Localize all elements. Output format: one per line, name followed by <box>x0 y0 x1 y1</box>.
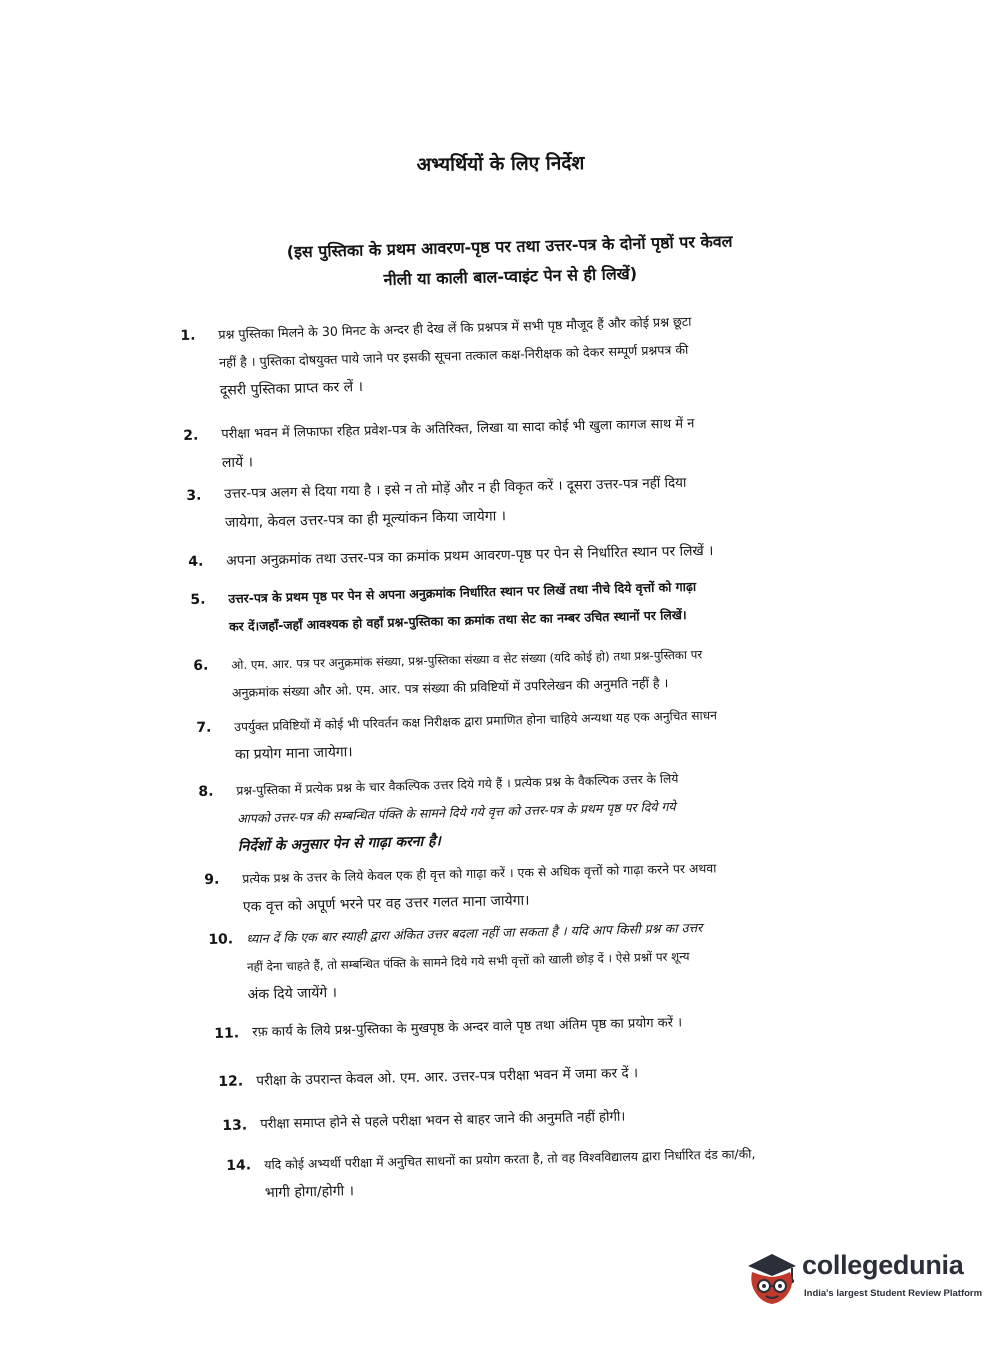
instruction-number: 10. <box>208 931 234 948</box>
instruction-line: आपको उत्तर-पत्र की सम्बन्धित पंक्ति के सामने दिये गये वृत्त को उत्तर-पत्र के प्रथम पृष्ठ पर दिये गये <box>236 798 676 826</box>
instruction-number: 11. <box>214 1025 240 1042</box>
instruction-item-11 <box>214 1005 854 1042</box>
instruction-line: निर्देशों के अनुसार पेन से गाढ़ा करना है। <box>237 833 442 855</box>
instruction-text <box>218 303 860 405</box>
instruction-line: दूसरी पुस्तिका प्राप्त कर लें । <box>219 378 364 399</box>
instruction-number: 3. <box>186 487 202 504</box>
instruction-line: अंक दिये जायेंगे । <box>247 984 338 1004</box>
instruction-number: 4. <box>188 553 204 570</box>
collegedunia-wordmark: collegedunia <box>802 1250 964 1280</box>
instruction-number: 13. <box>222 1117 248 1134</box>
instruction-line: भागी होगा/होगी । <box>264 1183 355 1202</box>
instruction-text <box>224 466 855 537</box>
instruction-item-1 <box>180 303 860 399</box>
instruction-number: 7. <box>196 719 212 736</box>
instruction-text <box>252 1006 852 1048</box>
subtitle-line-1: (इस पुस्तिका के प्रथम आवरण-पृष्ठ पर तथा उत्तर-पत्र के दोनों पृष्ठों पर केवल <box>286 231 733 262</box>
instruction-item-12 <box>218 1056 778 1090</box>
instruction-line: एक वृत्त को अपूर्ण भरने पर वह उत्तर गलत माना जायेगा। <box>242 892 530 916</box>
instruction-number: 8. <box>198 783 214 800</box>
instruction-item-2 <box>183 407 853 472</box>
instruction-line: ओ. एम. आर. पत्र पर अनुक्रमांक संख्या, प्रश्न-पुस्तिका संख्या व सेट संख्या (यदि कोई हो) तथा प्रश्न-पुस्तिका पर <box>231 647 703 673</box>
instruction-text <box>264 1137 905 1208</box>
instruction-item-4 <box>188 534 848 570</box>
instruction-number: 2. <box>183 427 199 444</box>
instruction-line: प्रश्न पुस्तिका मिलने के 30 मिनट के अन्दर ही देख लें कि प्रश्नपत्र में सभी पृष्ठ मौजूद हैं और कोई प्रश्न छूटा <box>218 313 692 342</box>
instruction-line: कर दें।जहाँ-जहाँ आवश्यक हो वहाँ प्रश्न-पुस्तिका का क्रमांक तथा सेट का नम्बर उचित स्थानों पर लिखें। <box>228 607 687 634</box>
instruction-text <box>260 1100 780 1139</box>
instruction-line: यदि कोई अभ्यर्थी परीक्षा में अनुचित साधनों का प्रयोग करता है, तो वह विश्वविद्यालय द्वारा निर्धारित दंड का/की, <box>264 1145 756 1173</box>
instruction-text <box>231 637 862 707</box>
instruction-line: लायें । <box>221 454 254 472</box>
instruction-line: रफ़ कार्य के लिये प्रश्न-पुस्तिका के मुखपृष्ठ के अन्दर वाले पृष्ठ तथा अंतिम पृष्ठ का प्रयोग करें । <box>252 1015 683 1041</box>
instruction-line: अनुक्रमांक संख्या और ओ. एम. आर. पत्र संख्या की प्रविष्टियों में उपरिलेखन की अनुमति नहीं है । <box>231 675 669 701</box>
collegedunia-tagline: India's largest Student Review Platform <box>804 1288 983 1299</box>
instruction-number: 9. <box>204 871 220 888</box>
instruction-item-13 <box>222 1100 782 1134</box>
instruction-number: 6. <box>193 657 209 674</box>
instruction-number: 1. <box>180 327 196 344</box>
instruction-text <box>246 910 878 1009</box>
collegedunia-mascot-icon <box>742 1246 798 1308</box>
instruction-line: उपर्युक्त प्रविष्टियों में कोई भी परिवर्तन कक्ष निरीक्षक द्वारा प्रमाणित होना चाहिये अन्यथा यह एक अनुचित साधन <box>234 708 718 735</box>
instruction-item-14 <box>226 1137 906 1202</box>
instruction-line: उत्तर-पत्र के प्रथम पृष्ठ पर पेन से अपना अनुक्रमांक निर्धारित स्थान पर लिखें तथा नीचे दिये वृत्तों को गाढ़ा <box>228 578 697 606</box>
instruction-line: जायेगा, केवल उत्तर-पत्र का ही मूल्यांकन किया जायेगा । <box>224 508 507 532</box>
instruction-line: प्रत्येक प्रश्न के उत्तर के लिये केवल एक ही वृत्त को गाढ़ा करें । एक से अधिक वृत्तों को गाढ़ा करने पर अथवा <box>242 860 717 887</box>
instruction-line: परीक्षा के उपरान्त केवल ओ. एम. आर. उत्तर-पत्र परीक्षा भवन में जमा कर दें । <box>256 1065 639 1090</box>
instruction-number: 5. <box>190 591 206 608</box>
instruction-line: प्रश्न-पुस्तिका में प्रत्येक प्रश्न के चार वैकल्पिक उत्तर दिये गये हैं । प्रत्येक प्रश्न के वैकल्पिक उत्तर के लिये <box>236 771 679 798</box>
instruction-number: 12. <box>218 1073 244 1090</box>
instruction-text <box>234 698 865 769</box>
instruction-line: परीक्षा समाप्त होने से पहले परीक्षा भवन से बाहर जाने की अनुमति नहीं होगी। <box>260 1109 626 1133</box>
instruction-line: नहीं देना चाहते हैं, तो सम्बन्धित पंक्ति के सामने दिये गये सभी वृत्तों को खाली छोड़ दें । ऐसे प्रश्नों पर शून्य <box>246 949 690 975</box>
instruction-text <box>228 568 869 641</box>
collegedunia-watermark <box>742 1246 983 1310</box>
subtitle-line-2: नीली या काली बाल-प्वाइंट पेन से ही लिखें) <box>383 263 638 290</box>
instruction-text <box>256 1056 776 1095</box>
instruction-line: का प्रयोग माना जायेगा। <box>234 744 353 764</box>
instruction-line: नहीं है । पुस्तिका दोषयुक्त पाये जाने पर इसकी सूचना तत्काल कक्ष-निरीक्षक को देकर सम्पूर्ण प्रश्नपत्र की <box>218 341 689 370</box>
instruction-number: 14. <box>226 1157 252 1174</box>
instruction-line: ध्यान दें कि एक बार स्याही द्वारा अंकित उत्तर बदला नहीं जा सकता है । यदि आप किसी प्रश्न का उत्तर <box>246 919 703 947</box>
instruction-line: उत्तर-पत्र अलग से दिया गया है । इसे न तो मोड़ें और न ही विकृत करें । दूसरा उत्तर-पत्र नहीं दिया <box>224 475 687 503</box>
instruction-text <box>242 851 873 921</box>
instruction-line: अपना अनुक्रमांक तथा उत्तर-पत्र का क्रमांक प्रथम आवरण-पृष्ठ पर पेन से निर्धारित स्थान पर लिखें । <box>226 542 714 570</box>
instruction-text <box>221 407 852 477</box>
instruction-text <box>236 759 868 861</box>
page-title: अभ्यर्थियों के लिए निर्देश <box>416 152 585 176</box>
instruction-text <box>226 534 856 575</box>
instruction-line: परीक्षा भवन में लिफाफा रहित प्रवेश-पत्र के अतिरिक्त, लिखा या सादा कोई भी खुला कागज साथ में न <box>221 416 695 443</box>
